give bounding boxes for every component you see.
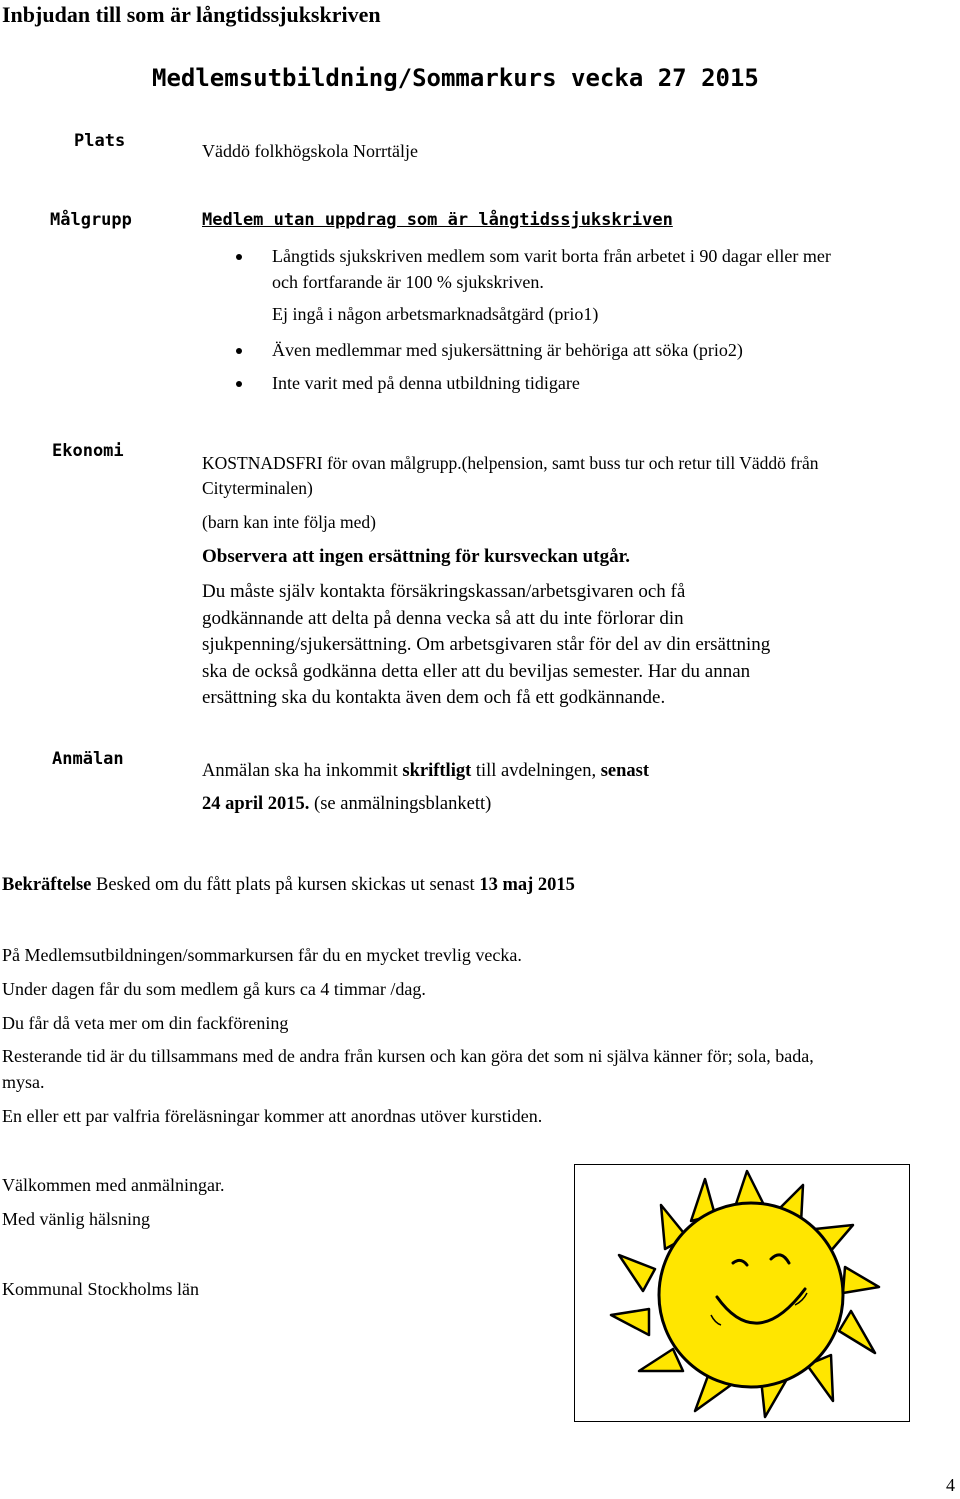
bullet-icon [236, 381, 242, 387]
plats-value: Väddö folkhögskola Norrtälje [202, 141, 418, 161]
ekonomi-observe: Observera att ingen ersättning för kursveckan utgår. [202, 546, 631, 567]
ekonomi-label: Ekonomi [52, 441, 124, 461]
ekonomi-paragraph-line: ska de också godkänna detta eller att du beviljas semester. Har du annan [202, 660, 751, 682]
bekraftelse-text: Besked om du fått plats på kursen skickas ut senast [91, 875, 480, 895]
bekraftelse-label: Bekräftelse [2, 875, 92, 895]
info-line-3: Du får då veta mer om din fackförening [2, 1013, 289, 1033]
closing-welcome: Välkommen med anmälningar. [2, 1175, 225, 1195]
ekonomi-paragraph-line: godkännande att delta på denna vecka så att du inte förlorar din [202, 607, 684, 629]
malgrupp-heading: Medlem utan uppdrag som är långtidssjukskriven [202, 210, 673, 230]
malgrupp-bullet-1-line-2: och fortfarande är 100 % sjukskriven. [272, 272, 544, 292]
info-line-6: En eller ett par valfria föreläsningar kommer att anordnas utöver kurstiden. [2, 1106, 543, 1126]
info-line-4: Resterande tid är du tillsammans med de andra från kursen och kan göra det som ni själva känner för; sola, bada, [2, 1046, 814, 1066]
plats-label: Plats [74, 131, 126, 151]
malgrupp-item-2: Ej ingå i någon arbetsmarknadsåtgärd (prio1) [272, 304, 599, 324]
page-number: 4 [946, 1475, 955, 1495]
info-line-5: mysa. [2, 1072, 45, 1092]
bekraftelse-date: 13 maj 2015 [479, 875, 575, 895]
anmalan-line-1 [202, 757, 649, 785]
anmalan-label: Anmälan [52, 749, 124, 769]
bekraftelse-line [2, 871, 575, 899]
ekonomi-line-2: Cityterminalen) [202, 478, 313, 498]
ekonomi-paragraph-line: sjukpenning/sjukersättning. Om arbetsgivaren står för del av din ersättning [202, 634, 771, 655]
ekonomi-paragraph [202, 579, 770, 712]
malgrupp-bullet-4: Inte varit med på denna utbildning tidigare [272, 373, 580, 393]
bullet-icon [236, 348, 242, 354]
page-title: Inbjudan till som är långtidssjukskriven [2, 2, 381, 27]
anmalan-text-b: till avdelningen, [471, 761, 601, 781]
anmalan-text-c: (se anmälningsblankett) [309, 794, 492, 814]
ekonomi-paragraph-line: ersättning ska du kontakta även dem och få ett godkännande. [202, 687, 666, 708]
anmalan-bold-senast: senast [600, 761, 650, 781]
ekonomi-line-1: KOSTNADSFRI för ovan målgrupp.(helpension, samt buss tur och retur till Väddö från [202, 453, 819, 473]
course-subtitle: Medlemsutbildning/Sommarkurs vecka 27 2015 [152, 64, 759, 92]
anmalan-date: 24 april 2015. [202, 794, 310, 814]
anmalan-line-2 [202, 790, 491, 818]
smiling-sun-icon [575, 1165, 909, 1421]
sun-illustration [574, 1164, 910, 1422]
malgrupp-bullet-1-line-1: Långtids sjukskriven medlem som varit borta från arbetet i 90 dagar eller mer [272, 246, 831, 266]
bullet-icon [236, 254, 242, 260]
closing-sender: Kommunal Stockholms län [2, 1279, 199, 1299]
info-line-2: Under dagen får du som medlem gå kurs ca 4 timmar /dag. [2, 979, 426, 999]
malgrupp-label: Målgrupp [50, 210, 132, 230]
anmalan-text-a: Anmälan ska ha inkommit [202, 761, 403, 781]
malgrupp-bullet-3: Även medlemmar med sjukersättning är behöriga att söka (prio2) [272, 340, 743, 360]
ekonomi-paragraph-line: Du måste själv kontakta försäkringskassan/arbetsgivaren och få [202, 581, 686, 602]
ekonomi-line-3: (barn kan inte följa med) [202, 512, 376, 532]
closing-regards: Med vänlig hälsning [2, 1209, 150, 1229]
anmalan-bold-skriftligt: skriftligt [402, 761, 472, 781]
info-line-1: På Medlemsutbildningen/sommarkursen får du en mycket trevlig vecka. [2, 945, 522, 965]
